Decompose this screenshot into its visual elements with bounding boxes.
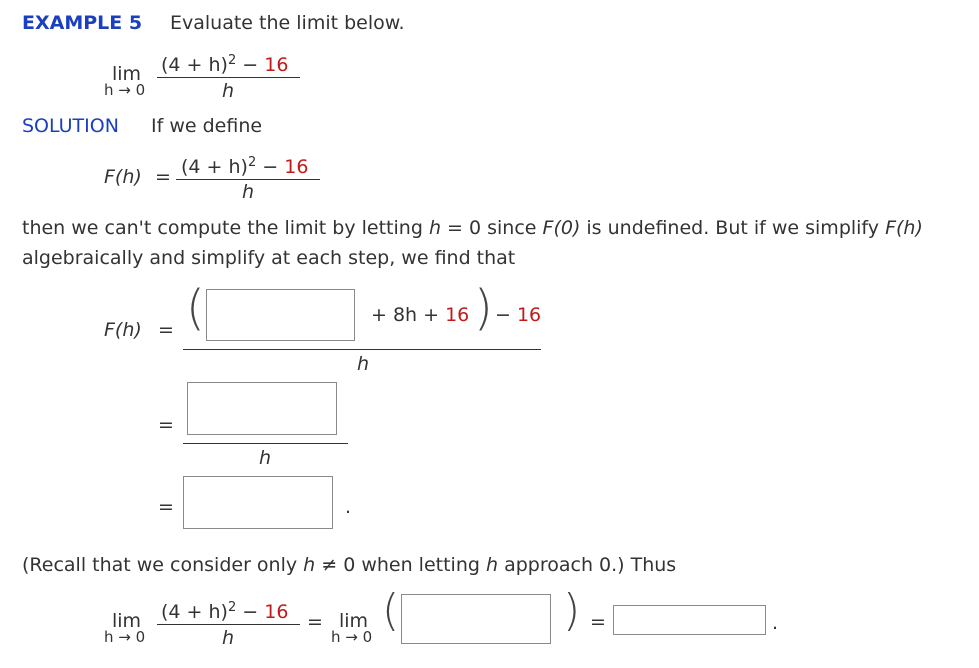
step-lhs: F(h) [104, 319, 142, 341]
step-1-minus-16: − 16 [495, 304, 542, 326]
step-2-equals: = [158, 414, 174, 436]
final-lim2-subscript: h → 0 [331, 628, 373, 646]
step-3-equals: = [158, 496, 174, 518]
final-numerator: $(4 + h)^2 - 16$ [161, 600, 289, 623]
answer-box-3[interactable] [183, 476, 333, 529]
step-1-denominator: h [357, 353, 370, 375]
lim-subscript: h → 0 [104, 81, 146, 99]
solution-lead: If we define [151, 115, 263, 137]
open-paren-1: ( [186, 280, 205, 336]
close-paren-1: ) [474, 280, 493, 336]
final-equals-1: = [307, 611, 323, 633]
open-paren-2: ( [382, 585, 400, 636]
definition-equals: = [155, 166, 171, 188]
definition-lhs: F(h) [104, 166, 142, 188]
step-1-fraction-bar [183, 349, 541, 350]
definition-numerator: $(4 + h)^2 - 16$ [181, 155, 309, 178]
answer-box-1[interactable] [206, 289, 355, 341]
definition-fraction-bar [176, 179, 320, 180]
final-lim-label: lim [112, 610, 142, 632]
lim-label: lim [112, 63, 142, 85]
recall-sentence: (Recall that we consider only h ≠ 0 when letting h approach 0.) Thus [22, 554, 677, 576]
final-denominator: h [222, 627, 235, 649]
fraction-numerator: $(4 + h)^2 - 16$ [161, 53, 289, 76]
step-1-equals: = [158, 319, 174, 341]
final-fraction-bar [157, 624, 300, 625]
final-period: . [772, 612, 779, 634]
fraction-denominator: h [222, 80, 235, 102]
close-paren-2: ) [563, 585, 581, 636]
explanation-line-2: algebraically and simplify at each step, we find that [22, 247, 516, 269]
example-label: EXAMPLE 5 [22, 12, 143, 34]
final-lim2-label: lim [339, 610, 369, 632]
answer-box-5[interactable] [613, 605, 766, 635]
answer-box-4[interactable] [401, 594, 551, 644]
step-3-period: . [345, 496, 352, 518]
answer-box-2[interactable] [187, 382, 337, 435]
step-2-denominator: h [259, 447, 272, 469]
step-1-term: + 8h + 16 [371, 304, 470, 326]
step-2-fraction-bar [183, 443, 348, 444]
fraction-bar [157, 77, 300, 78]
explanation-line-1: then we can't compute the limit by letting h = 0 since F(0) is undefined. But if we simplify F(h) [22, 217, 923, 239]
final-equals-2: = [590, 611, 606, 633]
instruction-text: Evaluate the limit below. [170, 12, 405, 34]
final-lim-subscript: h → 0 [104, 628, 146, 646]
definition-denominator: h [242, 181, 255, 203]
solution-label: SOLUTION [22, 115, 119, 137]
